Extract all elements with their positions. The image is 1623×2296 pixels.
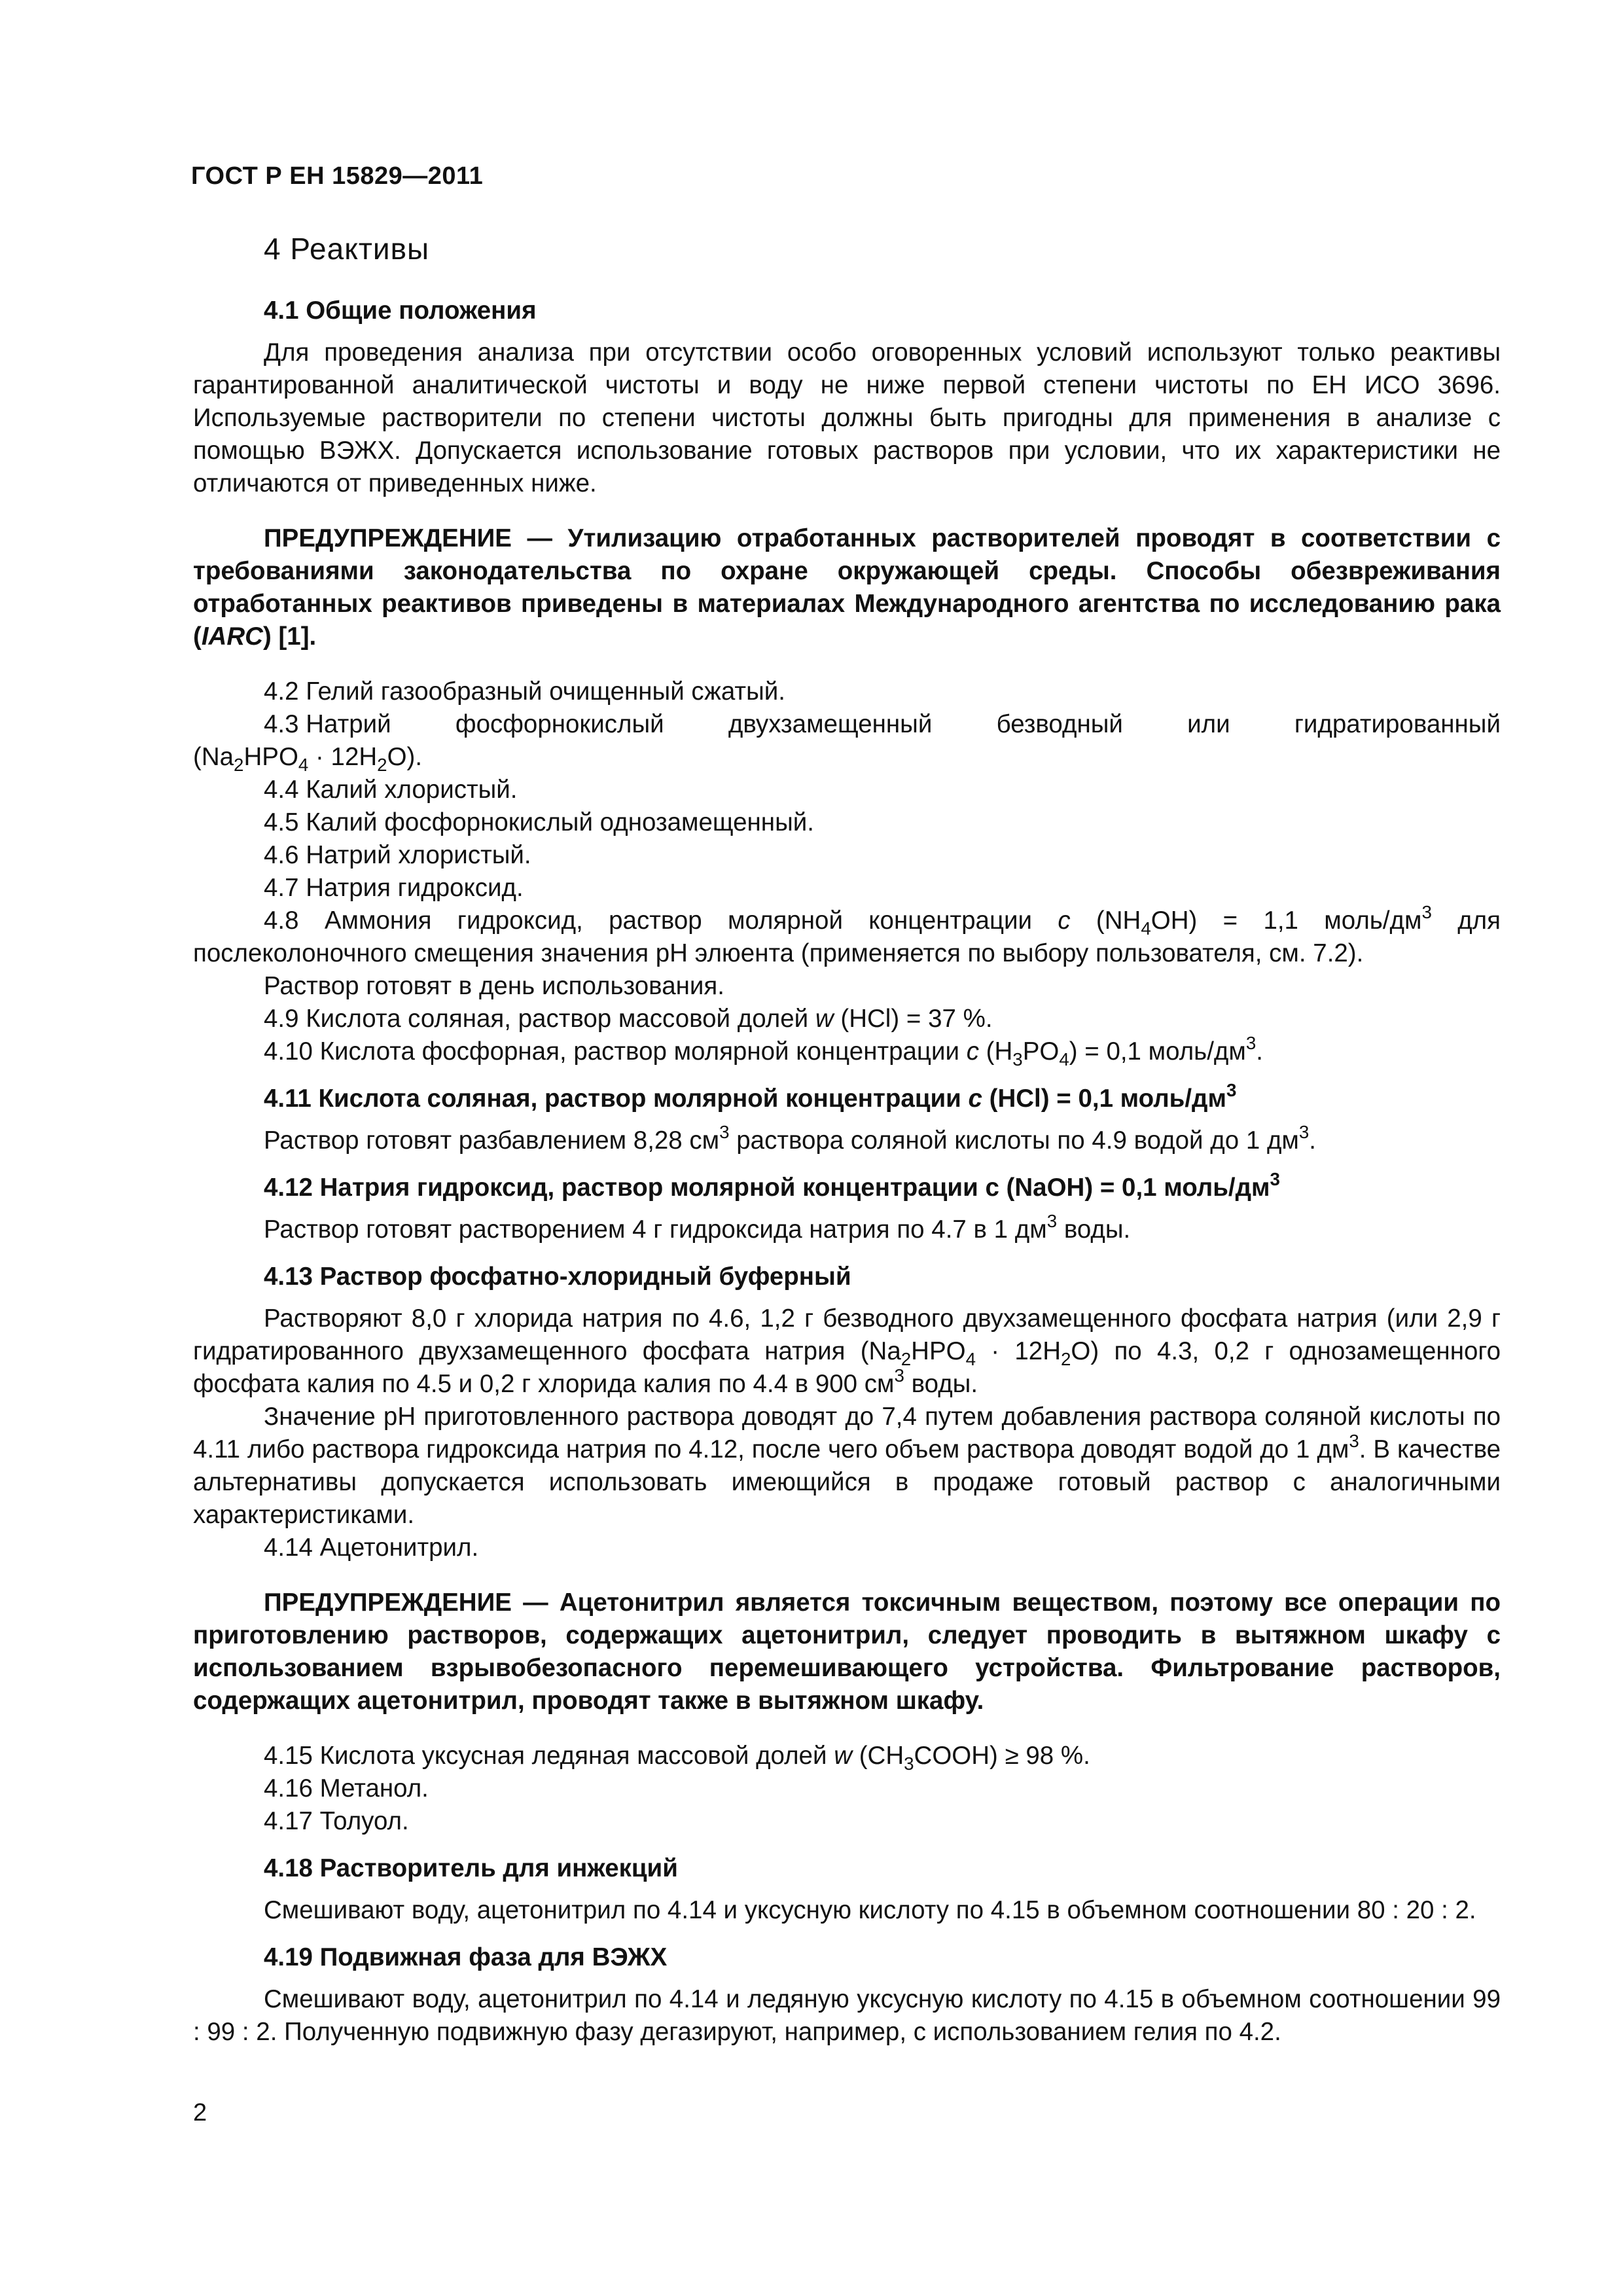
item-4-9 xyxy=(193,1003,1501,1035)
text-part: Раствор готовят разбавлением 8,28 см xyxy=(264,1126,720,1155)
text-part: 4.8 Аммония гидроксид, раствор молярной концентрации xyxy=(264,906,1058,935)
item-4-3-word: 4.3 Натрий xyxy=(264,710,391,738)
paragraph-4-12 xyxy=(193,1213,1501,1246)
formula-sub: 3 xyxy=(1012,1049,1023,1069)
text-part: воды. xyxy=(904,1370,978,1398)
text-part: O) по 4.3, 0,2 г однозамещенного фосфата калия по 4.5 и 0,2 г хлорида калия по 4.4 в 900 см xyxy=(193,1337,1501,1398)
paragraph-4-13-2 xyxy=(193,1401,1501,1532)
heading-4-11 xyxy=(193,1080,1501,1115)
symbol-w: w xyxy=(815,1005,834,1033)
formula-part: HPO xyxy=(243,743,298,771)
item-4-3-formula xyxy=(193,741,1501,774)
item-4-8 xyxy=(193,902,1501,970)
text-part: OH) = 1,1 моль/дм xyxy=(1150,906,1422,935)
item-4-7: 4.7 Натрия гидроксид. xyxy=(264,874,524,902)
formula-sub: 4 xyxy=(965,1349,976,1369)
text-part: (HCl) = 0,1 моль/дм xyxy=(982,1085,1226,1113)
item-4-3-word: фосфорнокислый xyxy=(455,710,664,738)
document-header: ГОСТ Р ЕН 15829—2011 xyxy=(191,162,484,190)
formula-sub: 4 xyxy=(1059,1049,1069,1069)
item-4-3-word: безводный xyxy=(996,710,1123,738)
formula-sup: 3 xyxy=(1226,1080,1237,1100)
text-part: 4.11 Кислота соляная, раствор молярной концентрации xyxy=(264,1085,969,1113)
text-part: 4.12 Натрия гидроксид, раствор молярной концентрации с (NaOH) = 0,1 моль/дм xyxy=(264,1174,1270,1202)
text-part: . xyxy=(1256,1037,1263,1066)
text-part: (NH xyxy=(1070,906,1141,935)
formula-sup: 3 xyxy=(719,1122,730,1142)
formula-sup: 3 xyxy=(1046,1211,1058,1231)
item-4-3-word: гидратированный xyxy=(1294,710,1501,738)
item-4-8-note: Раствор готовят в день использования. xyxy=(264,972,724,1000)
formula-sup: 3 xyxy=(1270,1169,1280,1189)
paragraph-4-19: Смешивают воду, ацетонитрил по 4.14 и ледяную уксусную кислоту по 4.15 в объемном соотношении 99 : 99 : 2. Полученную подвижную фазу дегазируют, например, с использованием гелия по 4.2. xyxy=(193,1985,1501,2046)
heading-4-19: 4.19 Подвижная фаза для ВЭЖХ xyxy=(264,1943,668,1971)
item-4-3-line xyxy=(193,708,1501,741)
text-part: ) = 0,1 моль/дм xyxy=(1069,1037,1246,1066)
heading-4-18: 4.18 Растворитель для инжекций xyxy=(264,1854,678,1882)
text-part: 4.15 Кислота уксусная ледяная массовой долей xyxy=(264,1742,834,1770)
page-number: 2 xyxy=(193,2099,207,2126)
formula-sub: 3 xyxy=(904,1753,914,1774)
formula-sup: 3 xyxy=(1298,1122,1310,1142)
text-part: PO xyxy=(1022,1037,1060,1066)
symbol-c: c xyxy=(966,1037,979,1066)
text-part: HPO xyxy=(911,1337,966,1365)
section-title: 4 Реактивы xyxy=(264,232,430,266)
item-4-16: 4.16 Метанол. xyxy=(264,1774,429,1803)
text-part: COOH) ≥ 98 %. xyxy=(914,1742,1090,1770)
text-part: . xyxy=(1309,1126,1316,1155)
formula-sub: 2 xyxy=(377,755,387,775)
formula-sub: 4 xyxy=(298,755,309,775)
heading-4-1: 4.1 Общие положения xyxy=(264,296,537,325)
item-4-3-word: или xyxy=(1187,710,1230,738)
warning-disposal xyxy=(193,522,1501,653)
paragraph-4-18: Смешивают воду, ацетонитрил по 4.14 и уксусную кислоту по 4.15 в объемном соотношении 80 : 20 : 2. xyxy=(264,1896,1476,1924)
symbol-c: c xyxy=(968,1085,982,1113)
formula-sub: 2 xyxy=(234,755,244,775)
item-4-4: 4.4 Калий хлористый. xyxy=(264,776,518,804)
formula-sup: 3 xyxy=(1349,1431,1359,1451)
formula-part: (Na xyxy=(193,743,234,771)
text-part: 4.10 Кислота фосфорная, раствор молярной концентрации xyxy=(264,1037,967,1066)
warning-acetonitrile: ПРЕДУПРЕЖДЕНИЕ — Ацетонитрил является токсичным веществом, поэтому все операции по приготовлению растворов, содержащих ацетонитрил, следует проводить в вытяжном шкафу с использованием взрывобезопасного перемешивающего устройства. Фильтрование растворов, содержащих ацетонитрил, проводят также в вытяжном шкафу. xyxy=(193,1588,1501,1715)
item-4-3-word: двухзамещенный xyxy=(728,710,933,738)
text-part: (H xyxy=(978,1037,1013,1066)
formula-sup: 3 xyxy=(1421,902,1432,922)
item-4-6: 4.6 Натрий хлористый. xyxy=(264,841,531,869)
text-part: . В качестве альтернативы допускается использовать имеющийся в продаже готовый раствор с аналогичными характеристиками. xyxy=(193,1435,1501,1529)
formula-sub: 4 xyxy=(1141,918,1151,939)
text-part: Раствор готовят растворением 4 г гидроксида натрия по 4.7 в 1 дм xyxy=(264,1215,1047,1244)
text-part: (CH xyxy=(852,1742,904,1770)
warning-disposal-end: ) [1]. xyxy=(262,622,317,651)
item-4-10 xyxy=(193,1035,1501,1068)
paragraph-4-11 xyxy=(193,1124,1501,1157)
item-4-2: 4.2 Гелий газообразный очищенный сжатый. xyxy=(264,677,785,706)
item-4-14: 4.14 Ацетонитрил. xyxy=(264,1534,479,1562)
text-part: для послеколоночного смещения значения рН элюента (применяется по выбору пользователя, см. 7.2). xyxy=(193,906,1501,967)
symbol-c: c xyxy=(1058,906,1071,935)
text-part: воды. xyxy=(1057,1215,1131,1244)
text-part: (HCl) = 37 %. xyxy=(833,1005,993,1033)
heading-4-12 xyxy=(193,1169,1501,1204)
warning-iarc: IARC xyxy=(201,622,263,651)
paragraph-4-13-1 xyxy=(193,1302,1501,1401)
symbol-w: w xyxy=(834,1742,852,1770)
paragraph-general-provisions: Для проведения анализа при отсутствии особо оговоренных условий используют только реактивы гарантированной аналитической чистоты и воду не ниже первой степени чистоты по ЕН ИСО 3696. Используемые растворители по степени чистоты должны быть пригодны для применения в анализе с помощью ВЭЖХ. Допускается использование готовых растворов при условии, что их характеристики не отличаются от приведенных ниже. xyxy=(193,338,1501,497)
heading-4-13: 4.13 Раствор фосфатно-хлоридный буферный xyxy=(264,1263,851,1291)
formula-sup: 3 xyxy=(1245,1033,1257,1053)
document-body xyxy=(193,229,1501,2049)
formula-part: · 12H xyxy=(308,743,378,771)
warning-disposal-text: ПРЕДУПРЕЖДЕНИЕ — Утилизацию отработанных растворителей проводят в соответствии с требованиями законодательства по охране окружающей среды. Способы обезвреживания отработанных реактивов приведены в материалах Международного агентства по исследованию рака ( xyxy=(193,524,1501,651)
item-4-5: 4.5 Калий фосфорнокислый однозамещенный. xyxy=(264,808,814,836)
item-4-15 xyxy=(193,1740,1501,1772)
text-part: Растворяют 8,0 г хлорида натрия по 4.6, 1,2 г безводного двухзамещенного фосфата натрия (или 2,9 г гидратированного двухзамещенного фосфата натрия (Na xyxy=(193,1304,1501,1365)
text-part: Значение рН приготовленного раствора доводят до 7,4 путем добавления раствора соляной кислоты по 4.11 либо раствора гидроксида натрия по 4.12, после чего объем раствора доводят водой до 1 дм xyxy=(193,1403,1501,1463)
formula-sub: 2 xyxy=(1061,1349,1071,1369)
formula-part: O). xyxy=(387,743,423,771)
item-4-17: 4.17 Толуол. xyxy=(264,1807,409,1835)
text-part: раствора соляной кислоты по 4.9 водой до 1 дм xyxy=(729,1126,1299,1155)
text-part: · 12H xyxy=(976,1337,1061,1365)
formula-sub: 2 xyxy=(901,1349,912,1369)
text-part: 4.9 Кислота соляная, раствор массовой долей xyxy=(264,1005,815,1033)
formula-sup: 3 xyxy=(894,1365,904,1386)
